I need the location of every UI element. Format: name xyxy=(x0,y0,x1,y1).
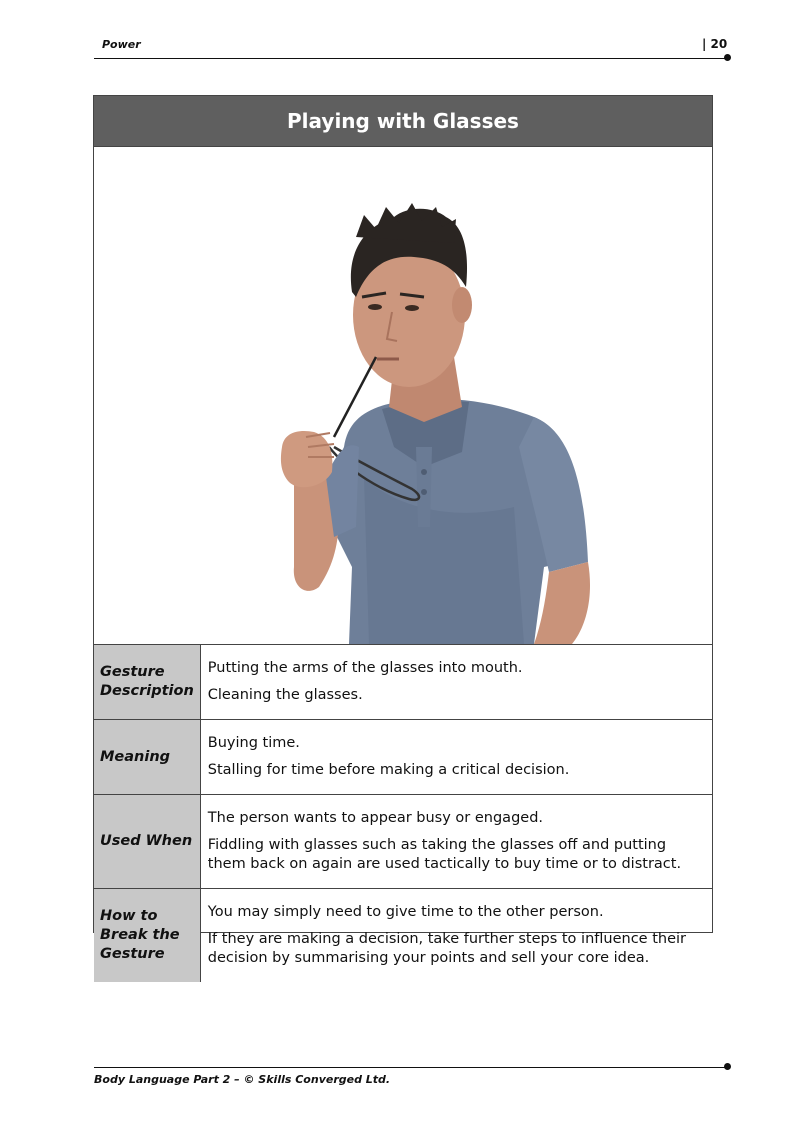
row-line: Cleaning the glasses. xyxy=(207,687,363,703)
row-label: Used When xyxy=(94,795,200,889)
table-row xyxy=(94,645,712,720)
ear xyxy=(452,287,472,323)
row-value xyxy=(200,720,712,795)
header-rule-dot xyxy=(724,54,731,61)
hand xyxy=(281,431,332,487)
eye xyxy=(405,305,419,311)
row-line: If they are making a decision, take further steps to influence their decision by summarising your points and sell your core idea. xyxy=(207,931,686,966)
footer-rule xyxy=(94,1067,726,1068)
gesture-illustration xyxy=(94,147,712,645)
table-row xyxy=(94,795,712,889)
gesture-table xyxy=(94,645,712,982)
placket xyxy=(416,447,432,527)
row-line: You may simply need to give time to the other person. xyxy=(207,904,604,920)
row-line: The person wants to appear busy or engaged. xyxy=(207,810,544,826)
row-line: Fiddling with glasses such as taking the glasses off and putting them back on again are used tactically to buy time or to distract. xyxy=(207,837,682,872)
row-label: Gesture Description xyxy=(94,645,200,720)
row-line: Stalling for time before making a critical decision. xyxy=(207,762,570,778)
row-value xyxy=(200,795,712,889)
page-number: | 20 xyxy=(702,37,728,51)
header-section: Power xyxy=(102,38,141,51)
footer-text: Body Language Part 2 – © Skills Converged Ltd. xyxy=(94,1073,391,1086)
row-value xyxy=(200,889,712,983)
row-label: How to Break the Gesture xyxy=(94,889,200,983)
row-label: Meaning xyxy=(94,720,200,795)
card-title: Playing with Glasses xyxy=(94,96,712,147)
header-rule xyxy=(94,58,726,59)
row-line: Buying time. xyxy=(207,735,300,751)
gesture-card xyxy=(93,95,713,966)
shirt-button xyxy=(421,489,427,495)
footer-rule-dot xyxy=(724,1063,731,1070)
table-row xyxy=(94,720,712,795)
eye xyxy=(368,304,382,310)
row-line: Putting the arms of the glasses into mouth. xyxy=(207,660,523,676)
man-with-glasses-illustration xyxy=(94,147,712,644)
table-row xyxy=(94,889,712,983)
row-value xyxy=(200,645,712,720)
shirt-button xyxy=(421,469,427,475)
